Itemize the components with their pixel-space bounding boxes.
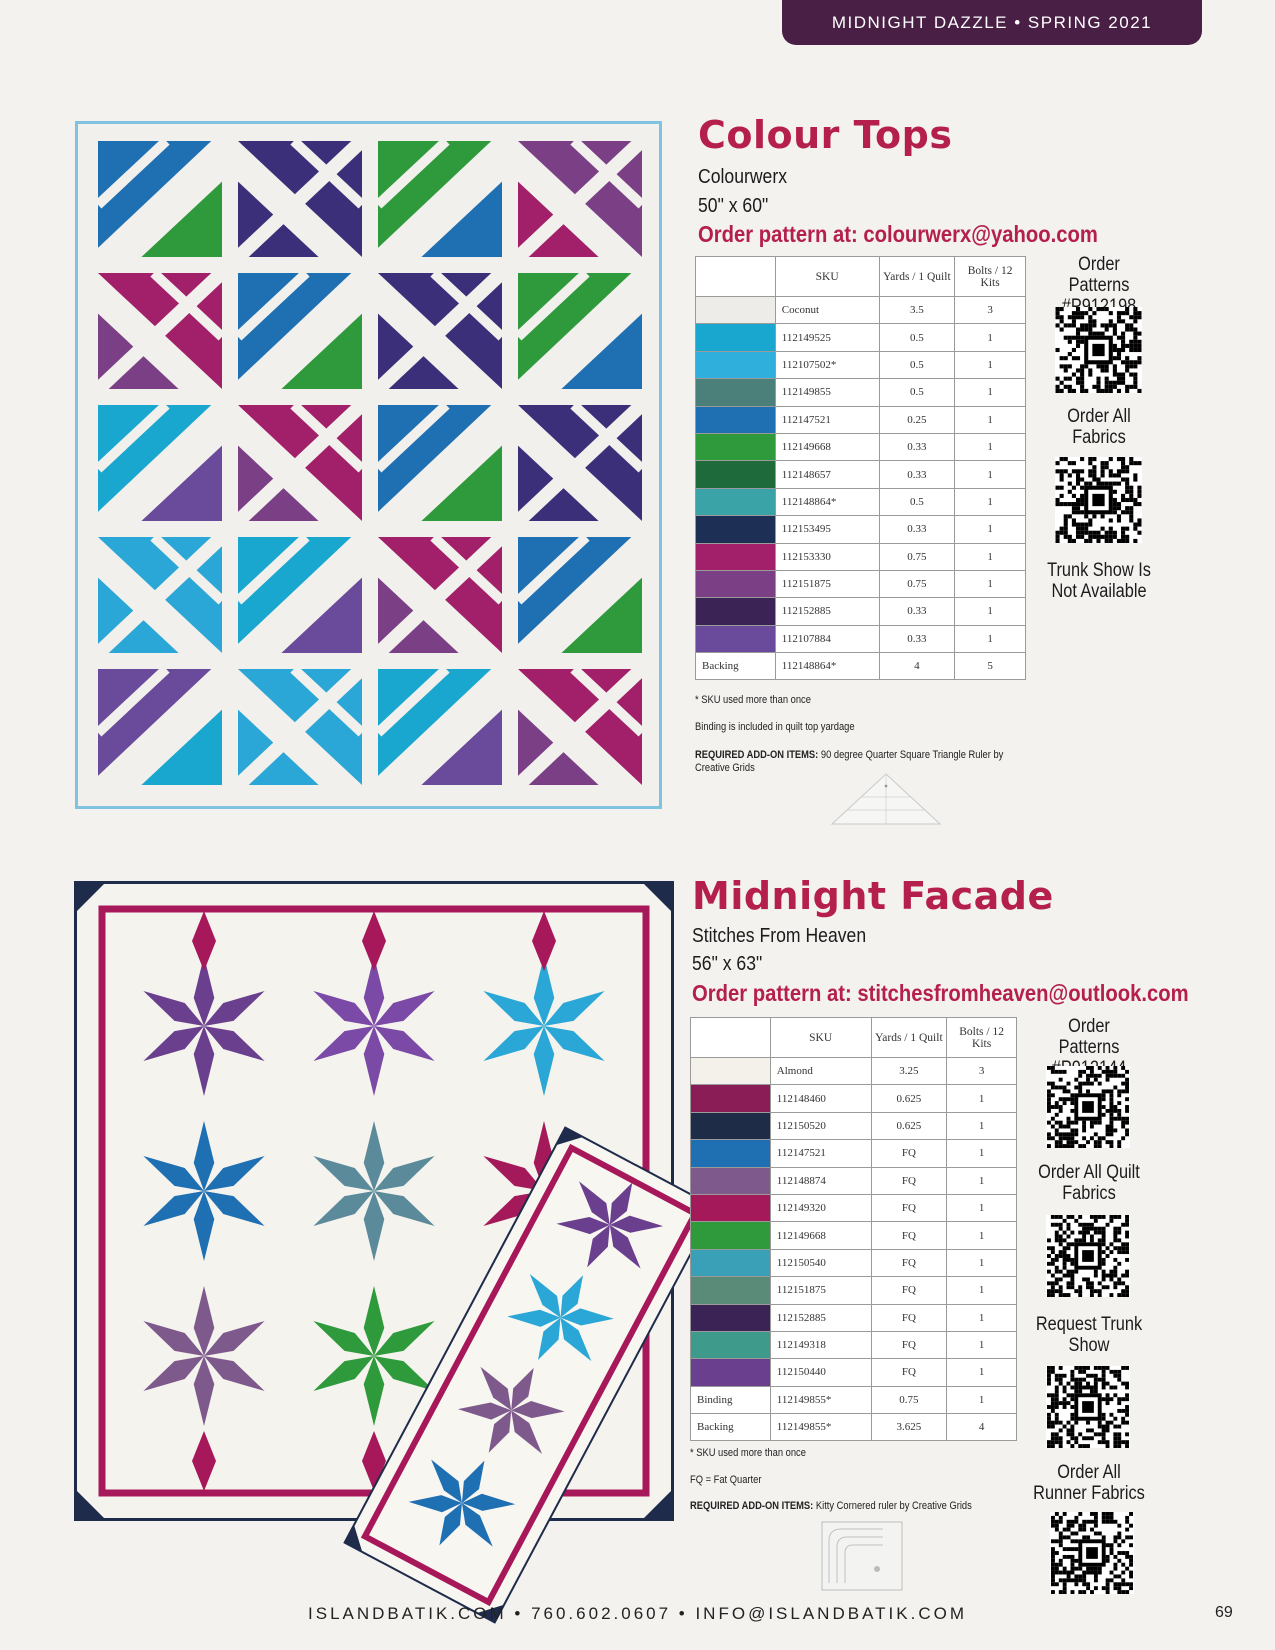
bolts-cell: 1 bbox=[947, 1304, 1017, 1331]
request-trunk-show-qr-code[interactable] bbox=[1046, 1366, 1130, 1448]
trunk-show-label: Trunk Show Is Not Available bbox=[1047, 560, 1151, 602]
table-row bbox=[691, 1414, 1017, 1441]
fabric-swatch bbox=[691, 1331, 771, 1358]
sku-cell: 112150540 bbox=[770, 1249, 871, 1276]
sku-cell: 112150440 bbox=[770, 1359, 871, 1386]
yards-cell: 0.5 bbox=[879, 379, 955, 406]
yards-cell: 0.75 bbox=[871, 1386, 947, 1413]
fabric-swatch bbox=[696, 324, 776, 351]
sku-cell: 112151875 bbox=[775, 570, 879, 597]
sku-cell: 112149855 bbox=[775, 379, 879, 406]
bolts-cell: 1 bbox=[955, 433, 1026, 460]
bolts-cell: 1 bbox=[955, 379, 1026, 406]
table-row bbox=[696, 324, 1026, 351]
order-all-quilt-fabrics-qr-code[interactable] bbox=[1046, 1215, 1130, 1297]
fabric-swatch bbox=[696, 406, 776, 433]
yards-cell: 0.5 bbox=[879, 488, 955, 515]
yards-cell: FQ bbox=[871, 1304, 947, 1331]
yards-cell: 0.75 bbox=[879, 570, 955, 597]
fabric-swatch bbox=[691, 1222, 771, 1249]
midnight-facade-fabric-table bbox=[690, 1017, 1017, 1441]
yards-cell: 0.625 bbox=[871, 1085, 947, 1112]
yards-cell: 0.5 bbox=[879, 324, 955, 351]
fabric-swatch bbox=[691, 1194, 771, 1221]
fabric-swatch bbox=[696, 461, 776, 488]
table-row bbox=[691, 1331, 1017, 1358]
bolts-cell: 1 bbox=[955, 406, 1026, 433]
header-text: MIDNIGHT DAZZLE • SPRING 2021 bbox=[831, 12, 1153, 32]
midnight-facade-addon bbox=[690, 1500, 1030, 1513]
addon-label: REQUIRED ADD-ON ITEMS: bbox=[690, 1500, 814, 1512]
bolts-cell: 1 bbox=[947, 1222, 1017, 1249]
addon-text: 90 degree Quarter Square Triangle Ruler by Creative Grids bbox=[695, 749, 1004, 774]
sku-cell: 112148864* bbox=[775, 653, 879, 680]
row-label: Backing bbox=[696, 653, 776, 680]
table-row bbox=[691, 1140, 1017, 1167]
sku-cell: 112149855* bbox=[770, 1386, 871, 1413]
swatch-header bbox=[691, 1018, 771, 1058]
bolts-cell: 4 bbox=[947, 1414, 1017, 1441]
fabric-swatch bbox=[696, 625, 776, 652]
sku-cell: 112152885 bbox=[770, 1304, 871, 1331]
fabric-swatch bbox=[696, 570, 776, 597]
fabric-swatch bbox=[691, 1249, 771, 1276]
order-all-quilt-fabrics-label[interactable]: Order All Quilt Fabrics bbox=[1038, 1162, 1140, 1204]
yards-header: Yards / 1 Quilt bbox=[871, 1018, 947, 1058]
bolts-cell: 1 bbox=[955, 598, 1026, 625]
bolts-cell: 1 bbox=[947, 1112, 1017, 1139]
yards-cell: 3.5 bbox=[879, 297, 955, 324]
order-patterns-qr-code[interactable] bbox=[1046, 1066, 1130, 1148]
midnight-facade-order-link[interactable]: Order pattern at: stitchesfromheaven@outlook.com bbox=[692, 980, 1189, 1006]
sku-cell: 112153495 bbox=[775, 516, 879, 543]
colour-tops-note-binding: Binding is included in quilt top yardage bbox=[695, 721, 855, 733]
sku-cell: 112149855* bbox=[770, 1414, 871, 1441]
fabric-swatch bbox=[696, 433, 776, 460]
kitty-cornered-ruler-image bbox=[821, 1521, 903, 1591]
bolts-header: Bolts / 12 Kits bbox=[947, 1018, 1017, 1058]
fabric-swatch bbox=[696, 297, 776, 324]
colour-tops-designer: Colourwerx bbox=[698, 166, 788, 188]
sku-cell: 112107502* bbox=[775, 351, 879, 378]
yards-cell: 0.33 bbox=[879, 625, 955, 652]
order-all-fabrics-label[interactable]: Order All Fabrics bbox=[1067, 406, 1131, 448]
midnight-facade-note-sku: * SKU used more than once bbox=[690, 1447, 806, 1459]
fabric-swatch bbox=[691, 1058, 771, 1085]
midnight-facade-title: Midnight Facade bbox=[692, 874, 1054, 918]
sku-cell: 112153330 bbox=[775, 543, 879, 570]
table-row bbox=[696, 516, 1026, 543]
bolts-cell: 1 bbox=[947, 1249, 1017, 1276]
yards-cell: FQ bbox=[871, 1140, 947, 1167]
colour-tops-fabric-table bbox=[695, 256, 1026, 680]
fabric-swatch bbox=[696, 598, 776, 625]
yards-cell: 0.33 bbox=[879, 461, 955, 488]
table-row bbox=[696, 543, 1026, 570]
bolts-cell: 1 bbox=[955, 570, 1026, 597]
colour-tops-quilt-image bbox=[75, 121, 662, 809]
sku-cell: 112148657 bbox=[775, 461, 879, 488]
header-tab bbox=[782, 0, 1202, 45]
table-row bbox=[691, 1194, 1017, 1221]
order-patterns-qr-code[interactable] bbox=[1055, 307, 1142, 393]
sku-cell: 112150520 bbox=[770, 1112, 871, 1139]
yards-cell: 0.33 bbox=[879, 516, 955, 543]
yards-cell: FQ bbox=[871, 1167, 947, 1194]
fabric-swatch bbox=[691, 1167, 771, 1194]
yards-cell: 3.25 bbox=[871, 1058, 947, 1085]
table-row bbox=[691, 1112, 1017, 1139]
table-row bbox=[691, 1222, 1017, 1249]
fabric-swatch bbox=[691, 1112, 771, 1139]
yards-cell: 3.625 bbox=[871, 1414, 947, 1441]
row-label: Binding bbox=[691, 1386, 771, 1413]
yards-cell: FQ bbox=[871, 1222, 947, 1249]
sku-cell: 112148874 bbox=[770, 1167, 871, 1194]
order-patterns-label[interactable]: Order Patterns bbox=[1058, 1016, 1120, 1058]
bolts-cell: 1 bbox=[955, 625, 1026, 652]
fabric-swatch bbox=[691, 1277, 771, 1304]
table-row bbox=[696, 297, 1026, 324]
sku-cell: 112148460 bbox=[770, 1085, 871, 1112]
bolts-cell: 1 bbox=[955, 324, 1026, 351]
bolts-cell: 3 bbox=[955, 297, 1026, 324]
sku-cell: 112149318 bbox=[770, 1331, 871, 1358]
table-row bbox=[696, 406, 1026, 433]
bolts-cell: 1 bbox=[947, 1359, 1017, 1386]
table-row bbox=[696, 461, 1026, 488]
midnight-facade-size: 56" x 63" bbox=[692, 953, 763, 975]
sku-cell: 112151875 bbox=[770, 1277, 871, 1304]
table-row bbox=[696, 598, 1026, 625]
colour-tops-note-sku: * SKU used more than once bbox=[695, 694, 811, 706]
sku-header: SKU bbox=[775, 257, 879, 297]
sku-cell: 112149668 bbox=[775, 433, 879, 460]
yards-cell: FQ bbox=[871, 1194, 947, 1221]
bolts-cell: 1 bbox=[947, 1167, 1017, 1194]
bolts-cell: 1 bbox=[955, 351, 1026, 378]
fabric-swatch bbox=[696, 543, 776, 570]
bolts-cell: 3 bbox=[947, 1058, 1017, 1085]
yards-cell: 0.625 bbox=[871, 1112, 947, 1139]
yards-header: Yards / 1 Quilt bbox=[879, 257, 955, 297]
fabric-swatch bbox=[691, 1140, 771, 1167]
yards-cell: 0.33 bbox=[879, 598, 955, 625]
table-row bbox=[696, 351, 1026, 378]
bolts-cell: 1 bbox=[955, 543, 1026, 570]
midnight-facade-designer: Stitches From Heaven bbox=[692, 925, 867, 947]
sku-cell: 112149668 bbox=[770, 1222, 871, 1249]
bolts-cell: 1 bbox=[947, 1140, 1017, 1167]
bolts-cell: 1 bbox=[955, 461, 1026, 488]
sku-cell: 112152885 bbox=[775, 598, 879, 625]
colour-tops-title: Colour Tops bbox=[698, 113, 953, 157]
yards-cell: 0.5 bbox=[879, 351, 955, 378]
fabric-swatch bbox=[691, 1359, 771, 1386]
table-row bbox=[696, 570, 1026, 597]
fabric-swatch bbox=[696, 488, 776, 515]
table-row bbox=[691, 1359, 1017, 1386]
addon-label: REQUIRED ADD-ON ITEMS: bbox=[695, 749, 819, 761]
bolts-cell: 1 bbox=[947, 1085, 1017, 1112]
colour-tops-order-link[interactable]: Order pattern at: colourwerx@yahoo.com bbox=[698, 221, 1098, 247]
sku-header: SKU bbox=[770, 1018, 871, 1058]
order-all-fabrics-qr-code[interactable] bbox=[1055, 457, 1142, 543]
midnight-facade-note-fq: FQ = Fat Quarter bbox=[690, 1474, 762, 1486]
table-row bbox=[691, 1167, 1017, 1194]
table-row bbox=[691, 1058, 1017, 1085]
sku-cell: 112107884 bbox=[775, 625, 879, 652]
table-row bbox=[696, 433, 1026, 460]
yards-cell: FQ bbox=[871, 1277, 947, 1304]
sku-cell: Coconut bbox=[775, 297, 879, 324]
swatch-header bbox=[696, 257, 776, 297]
addon-text: Kitty Cornered ruler by Creative Grids bbox=[815, 1500, 972, 1512]
fabric-swatch bbox=[691, 1085, 771, 1112]
fabric-swatch bbox=[696, 351, 776, 378]
table-row bbox=[696, 625, 1026, 652]
yards-cell: FQ bbox=[871, 1331, 947, 1358]
order-all-runner-fabrics-qr-code[interactable] bbox=[1050, 1512, 1134, 1594]
yards-cell: 4 bbox=[879, 653, 955, 680]
sku-cell: 112147521 bbox=[770, 1140, 871, 1167]
request-trunk-show-label[interactable]: Request Trunk Show bbox=[1035, 1314, 1143, 1356]
sku-cell: 112149525 bbox=[775, 324, 879, 351]
sku-cell: Almond bbox=[770, 1058, 871, 1085]
sku-cell: 112147521 bbox=[775, 406, 879, 433]
bolts-cell: 1 bbox=[955, 516, 1026, 543]
yards-cell: 0.33 bbox=[879, 433, 955, 460]
bolts-cell: 1 bbox=[947, 1331, 1017, 1358]
table-row bbox=[691, 1085, 1017, 1112]
fabric-swatch bbox=[696, 516, 776, 543]
bolts-cell: 1 bbox=[947, 1194, 1017, 1221]
order-patterns-label[interactable]: Order Patterns bbox=[1068, 254, 1130, 296]
fabric-swatch bbox=[691, 1304, 771, 1331]
bolts-cell: 5 bbox=[955, 653, 1026, 680]
yards-cell: 0.25 bbox=[879, 406, 955, 433]
table-row bbox=[696, 379, 1026, 406]
bolts-header: Bolts / 12 Kits bbox=[955, 257, 1026, 297]
table-runner-image bbox=[370, 1150, 690, 1600]
fabric-swatch bbox=[696, 379, 776, 406]
bolts-cell: 1 bbox=[947, 1277, 1017, 1304]
sku-cell: 112149320 bbox=[770, 1194, 871, 1221]
bolts-cell: 1 bbox=[947, 1386, 1017, 1413]
yards-cell: 0.75 bbox=[879, 543, 955, 570]
triangle-ruler-image bbox=[828, 770, 944, 828]
table-row bbox=[696, 653, 1026, 680]
table-row bbox=[696, 488, 1026, 515]
row-label: Backing bbox=[691, 1414, 771, 1441]
bolts-cell: 1 bbox=[955, 488, 1026, 515]
order-all-runner-fabrics-label[interactable]: Order All Runner Fabrics bbox=[1033, 1462, 1145, 1504]
footer-contact: ISLANDBATIK.COM • 760.602.0607 • INFO@ISLANDBATIK.COM bbox=[308, 1604, 967, 1623]
yards-cell: FQ bbox=[871, 1359, 947, 1386]
colour-tops-size: 50" x 60" bbox=[698, 195, 769, 217]
table-row bbox=[691, 1304, 1017, 1331]
sku-cell: 112148864* bbox=[775, 488, 879, 515]
table-row bbox=[691, 1249, 1017, 1276]
table-row bbox=[691, 1386, 1017, 1413]
page-number: 69 bbox=[1215, 1604, 1233, 1621]
table-row bbox=[691, 1277, 1017, 1304]
yards-cell: FQ bbox=[871, 1249, 947, 1276]
